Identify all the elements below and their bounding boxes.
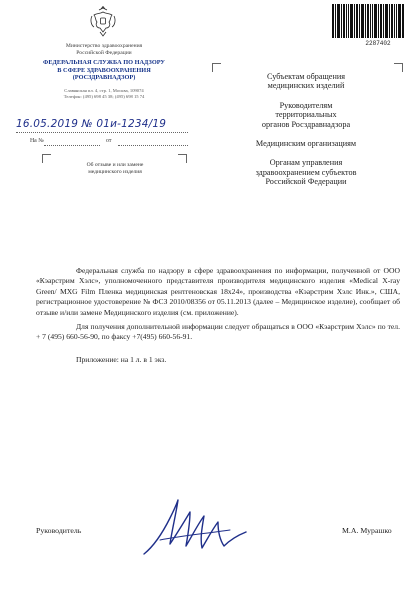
ministry-line-1: Министерство здравоохранения bbox=[65, 43, 143, 49]
addressee-4 bbox=[222, 158, 390, 186]
barcode-icon bbox=[332, 4, 404, 38]
handwritten-signature-icon bbox=[140, 496, 250, 558]
addressee-3-line-1: Медицинским организациям bbox=[255, 139, 357, 149]
addressee-2-line-1: Руководителям bbox=[279, 100, 333, 110]
addressee-1 bbox=[222, 72, 390, 91]
addressee-3 bbox=[222, 139, 390, 148]
addressee-2-line-3: органов Росздравнадзора bbox=[261, 119, 351, 129]
registration-underline bbox=[16, 132, 188, 133]
signatory-name: М.А. Мурашко bbox=[342, 526, 392, 535]
body-paragraph-1: Федеральная служба по надзору в сфере здравоохранения по информации, полученной от ООО «Кэарстрим Хэлс», уполномоченного представителя производителя медицинского изделия «Medical X-ray Green/ MXG Film Пленка медицинская рентгеновская 18х24», производства «Кэарстрим Хэлс Инк.», США, регистрационное удостоверение № ФСЗ 2010/08356 от 05.11.2013 (далее – Медицинское изделие), сообщает об отзыве и/или замене Медицинского изделия (см. приложение). bbox=[36, 266, 400, 317]
addressee-4-line-3: Российской Федерации bbox=[265, 177, 347, 187]
ministry-line-2: Российской Федерации bbox=[76, 49, 132, 56]
subject-line-1: Об отзыве и или замене bbox=[86, 162, 144, 168]
from-line bbox=[118, 145, 188, 146]
addressee-4-line-1: Органам управления bbox=[269, 158, 343, 168]
subject-line-2: медицинского изделия bbox=[88, 169, 142, 176]
body-paragraph-2: Для получения дополнительной информации следует обращаться в ООО «Кэарстрим Хэлс» по тел. + 7 (495) 660-56-90, по факсу +7(495) 660-56-91. bbox=[36, 322, 400, 342]
addressees-block bbox=[222, 72, 390, 187]
on-number-label: На № bbox=[30, 138, 44, 144]
handwritten-registration: 16.05.2019 № 01и-1234/19 bbox=[16, 118, 167, 130]
letter-body bbox=[36, 266, 400, 365]
attachment-note: Приложение: на 1 л. в 1 экз. bbox=[76, 354, 167, 364]
subject bbox=[42, 162, 188, 176]
on-number-line bbox=[44, 145, 100, 146]
agency-line-3: (РОСЗДРАВНАДЗОР) bbox=[72, 74, 136, 82]
addressee-1-line-2: медицинских изделий bbox=[267, 81, 345, 91]
addressee-1-line-1: Субъектам обращения bbox=[267, 72, 345, 81]
signatory-role: Руководитель bbox=[36, 526, 82, 535]
letterhead bbox=[30, 43, 178, 100]
barcode-number: 2287402 bbox=[365, 40, 391, 47]
address-line-2: Телефон: (495) 698 45 38; (495) 698 15 74 bbox=[63, 93, 145, 99]
address-line-1: Славянская пл. 4, стр. 1, Москва, 109074 bbox=[64, 87, 144, 93]
addressee-2-line-2: территориальных bbox=[275, 110, 337, 120]
double-headed-eagle-emblem-icon bbox=[88, 6, 118, 38]
agency-line-1: ФЕДЕРАЛЬНАЯ СЛУЖБА ПО НАДЗОРУ bbox=[42, 59, 166, 67]
agency-line-2: В СФЕРЕ ЗДРАВООХРАНЕНИЯ bbox=[57, 66, 151, 74]
addressee-2 bbox=[222, 101, 390, 129]
addressee-4-line-2: здравоохранением субъектов bbox=[255, 167, 357, 177]
addressee-bracket-left bbox=[212, 63, 221, 72]
addressee-bracket-right bbox=[394, 63, 403, 72]
from-label: от bbox=[106, 138, 112, 144]
